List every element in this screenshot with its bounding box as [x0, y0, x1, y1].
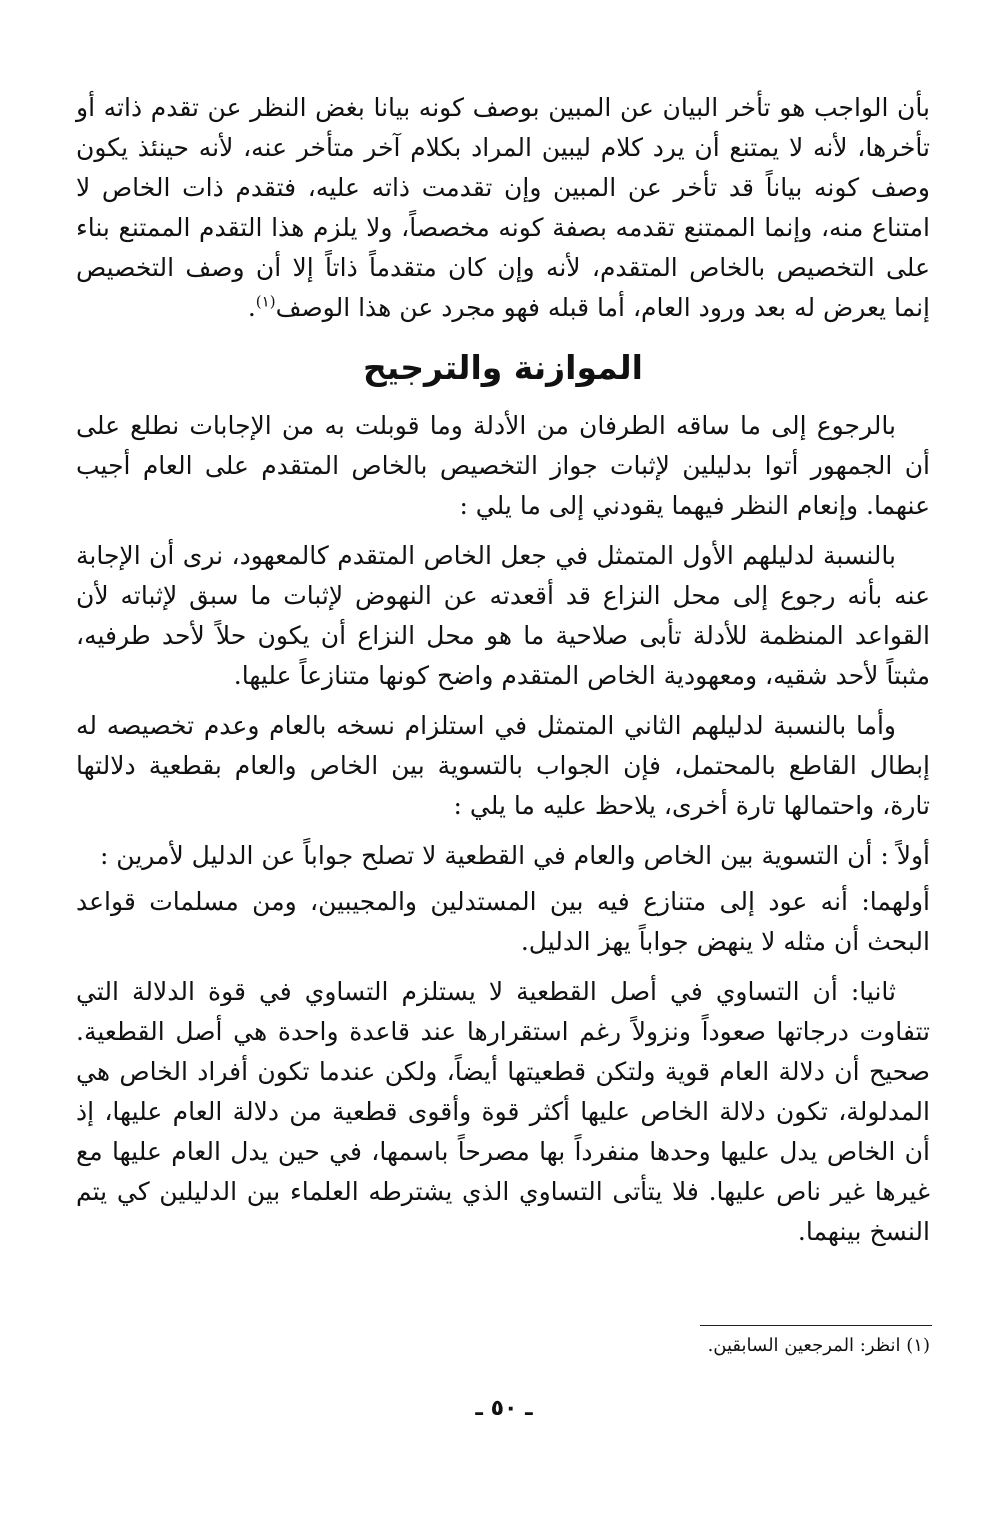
- paragraph-5: أولاً : أن التسوية بين الخاص والعام في القطعية لا تصلح جواباً عن الدليل لأمرين :: [99, 841, 930, 870]
- footnote: (١) انظر: المرجعين السابقين.: [707, 1335, 930, 1356]
- paragraph-1: [76, 88, 930, 328]
- footnote-divider: [700, 1325, 932, 1326]
- paragraph-1-text: بأن الواجب هو تأخر البيان عن المبين بوصف كونه بيانا بغض النظر عن تقدم ذاته أو تأخرها، لأنه لا يمتنع أن يرد كلام ليبين المراد بكلام آخر متأخر عنه، لأنه حينئذ يكون وصف كونه بياناً قد تأخر عن المبين وإن تقدمت ذاته عليه، فتقدم ذات الخاص لا امتناع منه، وإنما الممتنع تقدمه بصفة كونه مخصصاً، ولا يلزم هذا التقدم الممتنع بناء على التخصيص بالخاص المتقدم، لأنه وإن كان متقدماً ذاتاً إلا أن وصف التخصيص إنما يعرض له بعد ورود العام، أما قبله فهو مجرد عن هذا الوصف: [76, 93, 930, 322]
- paragraph-2: بالرجوع إلى ما ساقه الطرفان من الأدلة وما قوبلت به من الإجابات نطلع على أن الجمهور أتوا بدليلين لإثبات جواز التخصيص بالخاص المتقدم على العام أجيب عنهما. وإنعام النظر فيهما يقودني إلى ما يلي :: [76, 411, 930, 520]
- paragraph-6: أولهما: أنه عود إلى متنازع فيه بين المستدلين والمجيبين، ومن مسلمات قواعد البحث أن مثله لا ينهض جواباً يهز الدليل.: [76, 887, 930, 956]
- page-number: ـ ٥٠ ـ: [475, 1396, 533, 1421]
- section-heading: الموازنة والترجيح: [363, 348, 643, 387]
- page-body: [76, 88, 930, 1262]
- footnote-marker: (١): [255, 292, 276, 311]
- paragraph-7: ثانيا: أن التساوي في أصل القطعية لا يستلزم التساوي في قوة الدلالة التي تتفاوت درجاتها صعوداً ونزولاً رغم استقرارها عند قاعدة واحدة هي أصل القطعية. صحيح أن دلالة العام قوية ولتكن قطعيتها أيضاً، ولكن عندما تكون أفراد الخاص هي المدلولة، تكون دلالة الخاص عليها أكثر قوة وأقوى قطعية من دلالة العام عليها، إذ أن الخاص يدل عليها وحدها منفرداً بها مصرحاً باسمها، في حين يدل العام عليها مع غيرها غير ناص عليها. فلا يتأتى التساوي الذي يشترطه العلماء بين الدليلين كي يتم النسخ بينهما.: [76, 977, 930, 1246]
- paragraph-1-end: .: [247, 293, 256, 322]
- paragraph-3: بالنسبة لدليلهم الأول المتمثل في جعل الخاص المتقدم كالمعهود، نرى أن الإجابة عنه بأنه رجوع إلى محل النزاع قد أقعدته عن النهوض لإثبات ما سبق لإثباته لأن القواعد المنظمة للأدلة تأبى صلاحية ما هو محل النزاع أن يكون حلاً لأحد طرفيه، مثبتاً لأحد شقيه، ومعهودية الخاص المتقدم واضح كونها متنازعاً عليها.: [76, 541, 930, 690]
- paragraph-4: وأما بالنسبة لدليلهم الثاني المتمثل في استلزام نسخه بالعام وعدم تخصيصه له إبطال القاطع بالمحتمل، فإن الجواب بالتسوية بين الخاص والعام بقطعية دلالتها تارة، واحتمالها تارة أخرى، يلاحظ عليه ما يلي :: [76, 711, 930, 820]
